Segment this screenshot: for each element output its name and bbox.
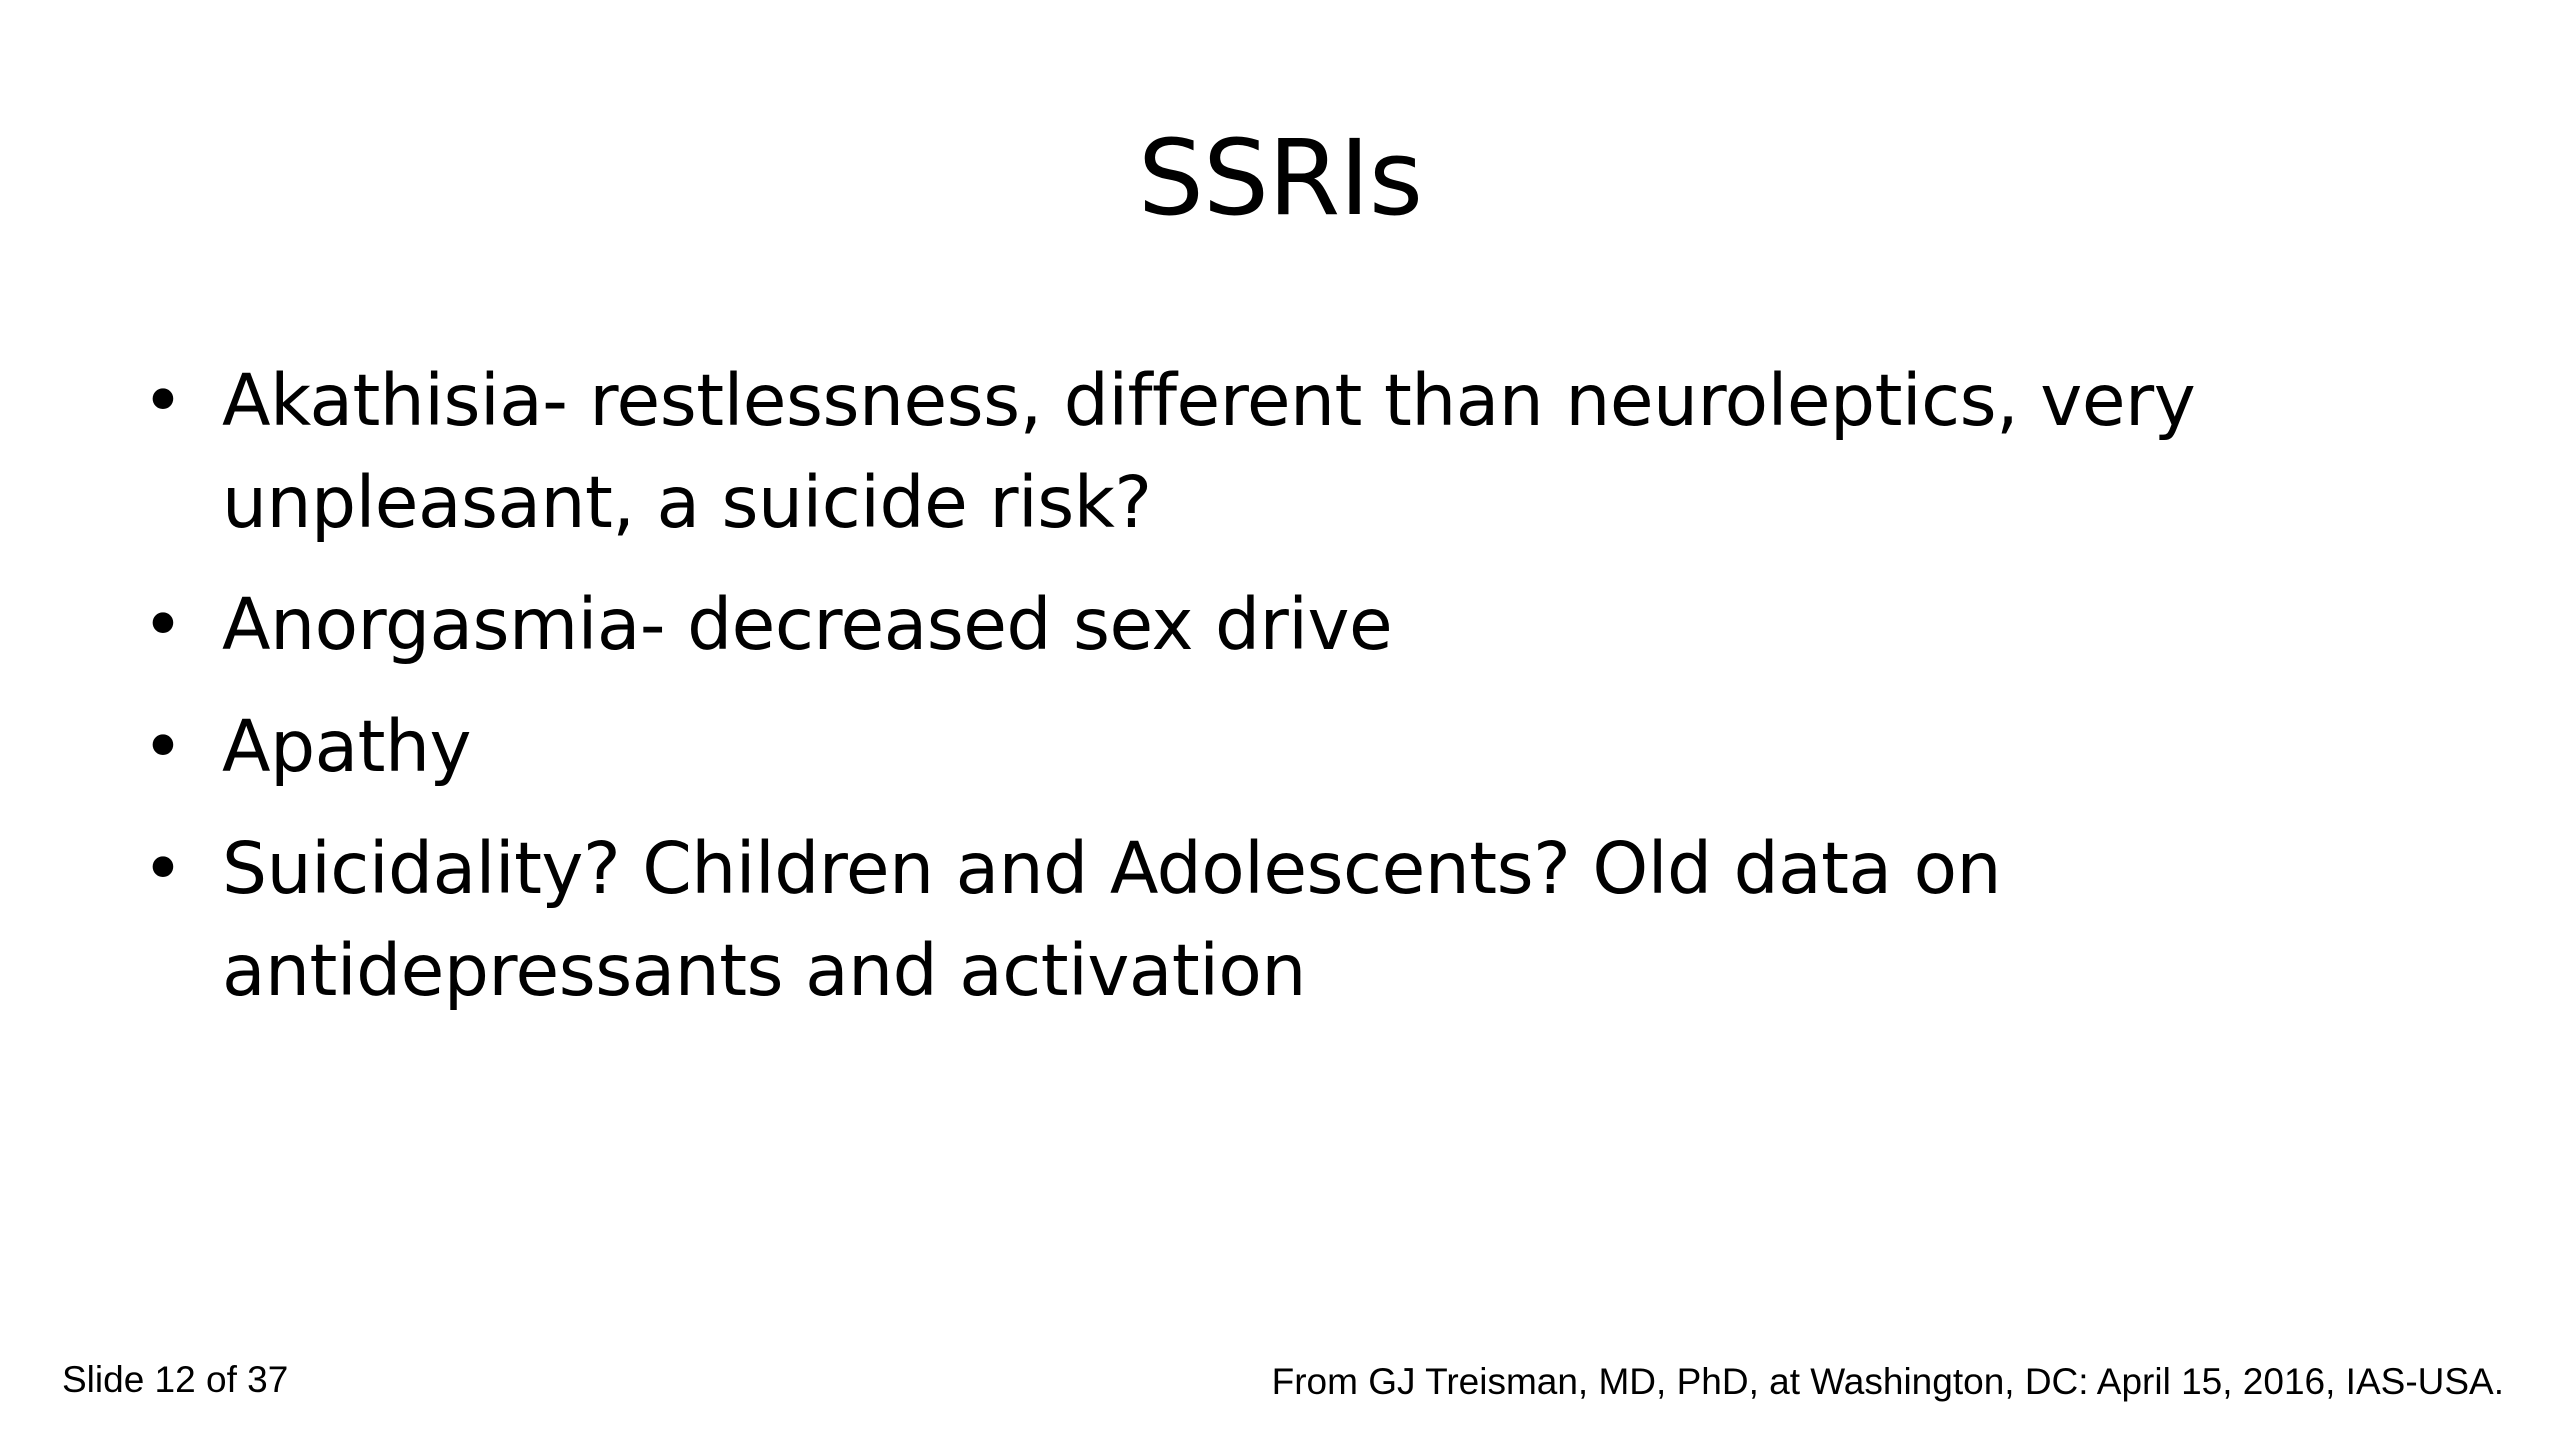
bullet-icon: • xyxy=(142,827,184,910)
bullet-icon: • xyxy=(142,705,184,788)
bullet-text: Suicidality? Children and Adolescents? Old data on antidepressants and activation xyxy=(222,827,2002,1012)
bullet-icon: • xyxy=(142,359,184,442)
bullet-item xyxy=(142,350,2342,554)
bullet-text: Akathisia- restlessness, different than neuroleptics, very unpleasant, a suicide risk? xyxy=(222,359,2196,544)
slide-title: SSRIs xyxy=(1137,117,1423,239)
bullet-item xyxy=(142,818,2342,1022)
slide-number: Slide 12 of 37 xyxy=(62,1359,289,1400)
source-citation: From GJ Treisman, MD, PhD, at Washington, DC: April 15, 2016, IAS-USA. xyxy=(1271,1361,2504,1402)
bullet-item xyxy=(142,696,2342,798)
bullet-text: Anorgasmia- decreased sex drive xyxy=(222,583,1393,666)
bullet-list xyxy=(142,350,2342,1042)
bullet-item xyxy=(142,574,2342,676)
bullet-icon: • xyxy=(142,583,184,666)
bullet-text: Apathy xyxy=(222,705,472,788)
